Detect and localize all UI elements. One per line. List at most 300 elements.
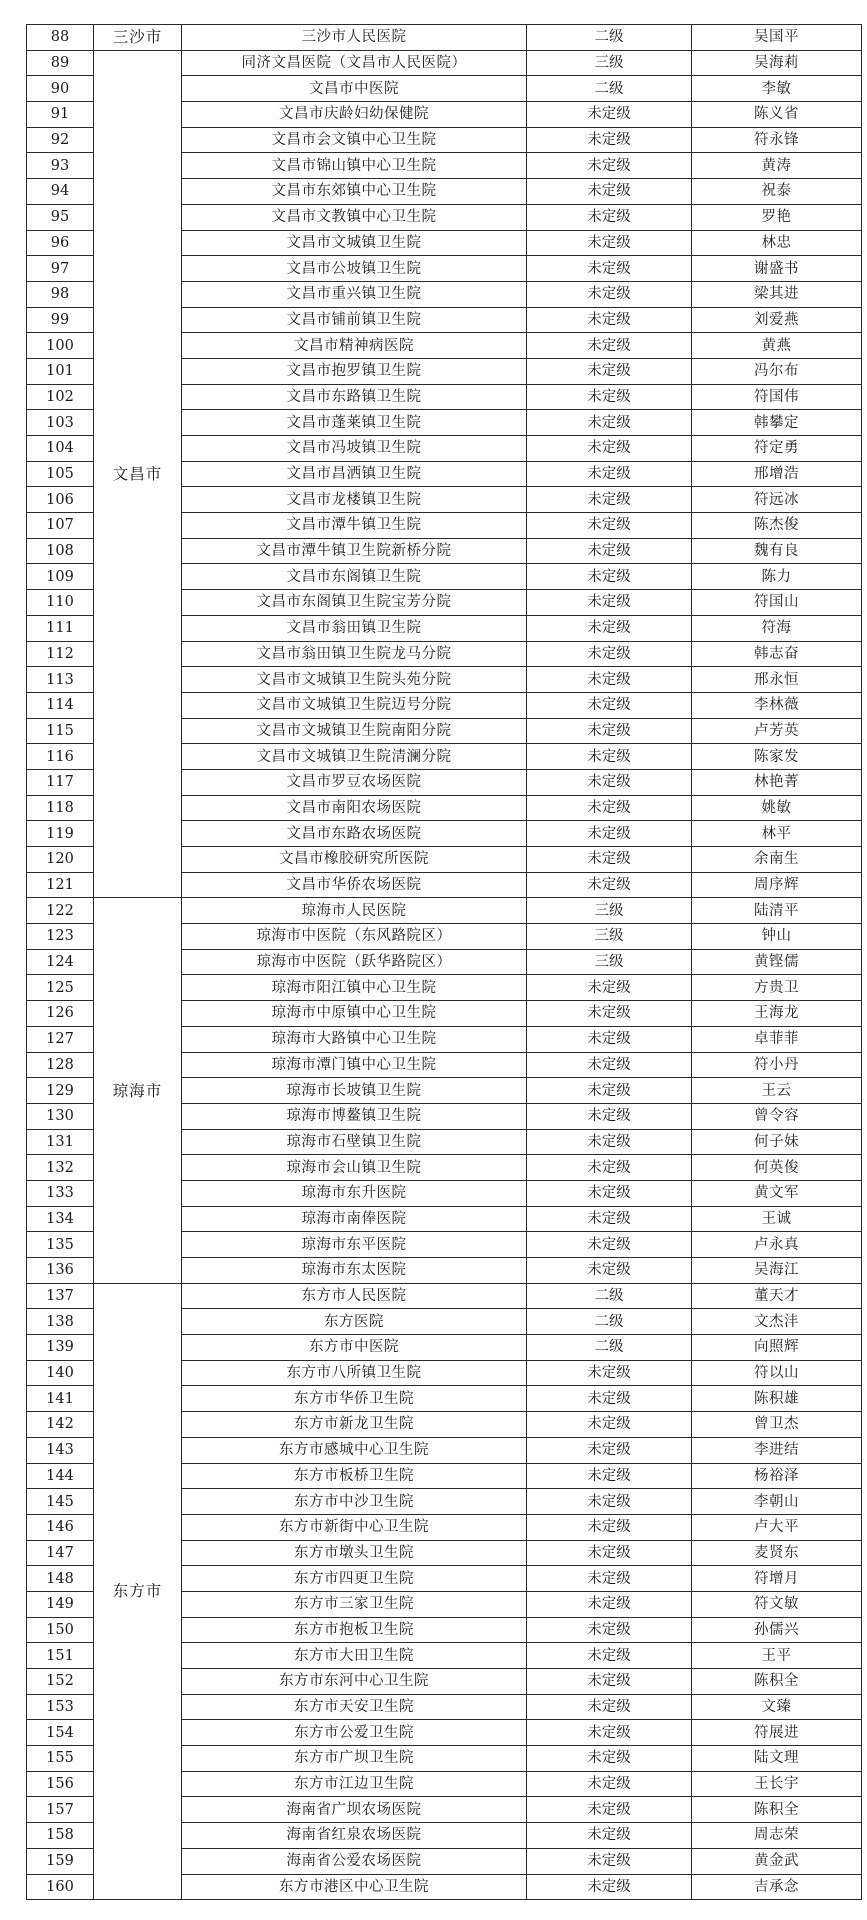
contact-person: 韩攀定 (692, 410, 862, 436)
contact-person: 卓菲菲 (692, 1026, 862, 1052)
hospital-grade: 未定级 (527, 358, 692, 384)
contact-person: 符海 (692, 615, 862, 641)
hospital-grade: 未定级 (527, 1026, 692, 1052)
hospital-grade: 未定级 (527, 1694, 692, 1720)
hospital-name: 文昌市昌洒镇卫生院 (182, 461, 527, 487)
row-number: 89 (27, 50, 94, 76)
row-number: 154 (27, 1720, 94, 1746)
row-number: 97 (27, 256, 94, 282)
row-number: 137 (27, 1283, 94, 1309)
contact-person: 陈力 (692, 564, 862, 590)
row-number: 155 (27, 1746, 94, 1772)
contact-person: 冯尔布 (692, 358, 862, 384)
hospital-grade: 未定级 (527, 1129, 692, 1155)
contact-person: 黄涛 (692, 153, 862, 179)
hospital-name: 海南省红泉农场医院 (182, 1823, 527, 1849)
row-number: 94 (27, 179, 94, 205)
contact-person: 周志荣 (692, 1823, 862, 1849)
hospital-grade: 未定级 (527, 872, 692, 898)
row-number: 143 (27, 1437, 94, 1463)
contact-person: 董天才 (692, 1283, 862, 1309)
contact-person: 文臻 (692, 1694, 862, 1720)
hospital-grade: 未定级 (527, 1180, 692, 1206)
hospital-grade: 未定级 (527, 1540, 692, 1566)
contact-person: 李林薇 (692, 692, 862, 718)
contact-person: 方贵卫 (692, 975, 862, 1001)
hospital-name: 琼海市阳江镇中心卫生院 (182, 975, 527, 1001)
contact-person: 林平 (692, 821, 862, 847)
hospital-grade: 未定级 (527, 1463, 692, 1489)
hospital-name: 文昌市橡胶研究所医院 (182, 847, 527, 873)
contact-person: 陈义省 (692, 102, 862, 128)
contact-person: 孙儒兴 (692, 1617, 862, 1643)
hospital-grade: 未定级 (527, 487, 692, 513)
row-number: 124 (27, 949, 94, 975)
hospital-name: 文昌市会文镇中心卫生院 (182, 127, 527, 153)
contact-person: 符小丹 (692, 1052, 862, 1078)
row-number: 113 (27, 667, 94, 693)
row-number: 115 (27, 718, 94, 744)
hospital-name: 东方市四更卫生院 (182, 1566, 527, 1592)
row-number: 134 (27, 1206, 94, 1232)
hospital-grade: 二级 (527, 1283, 692, 1309)
hospital-name: 文昌市潭牛镇卫生院新桥分院 (182, 538, 527, 564)
row-number: 135 (27, 1232, 94, 1258)
row-number: 91 (27, 102, 94, 128)
row-number: 96 (27, 230, 94, 256)
contact-person: 吴海江 (692, 1258, 862, 1284)
row-number: 159 (27, 1848, 94, 1874)
row-number: 141 (27, 1386, 94, 1412)
hospital-name: 三沙市人民医院 (182, 25, 527, 51)
hospital-name: 东方市江边卫生院 (182, 1771, 527, 1797)
contact-person: 邢增浩 (692, 461, 862, 487)
contact-person: 黄文军 (692, 1180, 862, 1206)
row-number: 140 (27, 1360, 94, 1386)
hospital-grade: 未定级 (527, 102, 692, 128)
hospital-grade: 未定级 (527, 461, 692, 487)
hospital-grade: 未定级 (527, 179, 692, 205)
table-row (27, 50, 862, 76)
hospital-grade: 未定级 (527, 153, 692, 179)
row-number: 110 (27, 590, 94, 616)
hospital-name: 文昌市庆龄妇幼保健院 (182, 102, 527, 128)
hospital-name: 文昌市潭牛镇卫生院 (182, 513, 527, 539)
row-number: 130 (27, 1103, 94, 1129)
hospital-name: 文昌市冯坡镇卫生院 (182, 436, 527, 462)
contact-person: 周序辉 (692, 872, 862, 898)
contact-person: 符国伟 (692, 384, 862, 410)
contact-person: 林忠 (692, 230, 862, 256)
hospital-name: 文昌市东阁镇卫生院 (182, 564, 527, 590)
hospital-name: 琼海市中原镇中心卫生院 (182, 1001, 527, 1027)
hospital-grade: 未定级 (527, 127, 692, 153)
contact-person: 余南生 (692, 847, 862, 873)
row-number: 93 (27, 153, 94, 179)
contact-person: 麦贤东 (692, 1540, 862, 1566)
row-number: 98 (27, 281, 94, 307)
row-number: 146 (27, 1514, 94, 1540)
hospital-name: 文昌市东阁镇卫生院宝芳分院 (182, 590, 527, 616)
hospital-name: 东方市新街中心卫生院 (182, 1514, 527, 1540)
row-number: 132 (27, 1155, 94, 1181)
hospital-name: 东方市新龙卫生院 (182, 1412, 527, 1438)
hospital-grade: 未定级 (527, 307, 692, 333)
contact-person: 何英俊 (692, 1155, 862, 1181)
hospital-grade: 未定级 (527, 230, 692, 256)
hospital-grade: 未定级 (527, 1874, 692, 1900)
hospital-name: 琼海市中医院（跃华路院区） (182, 949, 527, 975)
row-number: 116 (27, 744, 94, 770)
hospital-grade: 未定级 (527, 436, 692, 462)
contact-person: 刘爱燕 (692, 307, 862, 333)
hospital-grade: 未定级 (527, 1155, 692, 1181)
contact-person: 李进结 (692, 1437, 862, 1463)
row-number: 109 (27, 564, 94, 590)
row-number: 142 (27, 1412, 94, 1438)
contact-person: 符永锋 (692, 127, 862, 153)
row-number: 144 (27, 1463, 94, 1489)
contact-person: 李敏 (692, 76, 862, 102)
contact-person: 谢盛书 (692, 256, 862, 282)
row-number: 127 (27, 1026, 94, 1052)
hospital-name: 文昌市罗豆农场医院 (182, 769, 527, 795)
hospital-grade: 未定级 (527, 1103, 692, 1129)
contact-person: 姚敏 (692, 795, 862, 821)
hospital-name: 东方市广坝卫生院 (182, 1746, 527, 1772)
hospital-name: 东方市东河中心卫生院 (182, 1669, 527, 1695)
hospital-name: 文昌市抱罗镇卫生院 (182, 358, 527, 384)
hospital-name: 文昌市南阳农场医院 (182, 795, 527, 821)
row-number: 122 (27, 898, 94, 924)
table-row (27, 1283, 862, 1309)
hospital-name: 文昌市东路农场医院 (182, 821, 527, 847)
hospital-grade: 未定级 (527, 1206, 692, 1232)
row-number: 114 (27, 692, 94, 718)
hospital-grade: 未定级 (527, 384, 692, 410)
city-cell: 琼海市 (94, 898, 182, 1283)
hospital-name: 琼海市人民医院 (182, 898, 527, 924)
contact-person: 卢芳英 (692, 718, 862, 744)
row-number: 95 (27, 204, 94, 230)
contact-person: 卢永真 (692, 1232, 862, 1258)
contact-person: 杨裕泽 (692, 1463, 862, 1489)
hospital-name: 文昌市精神病医院 (182, 333, 527, 359)
hospital-grade: 未定级 (527, 1360, 692, 1386)
hospital-grade: 未定级 (527, 667, 692, 693)
row-number: 104 (27, 436, 94, 462)
hospital-name: 文昌市华侨农场医院 (182, 872, 527, 898)
row-number: 121 (27, 872, 94, 898)
hospital-grade: 未定级 (527, 1797, 692, 1823)
hospital-name: 文昌市蓬莱镇卫生院 (182, 410, 527, 436)
contact-person: 黄金武 (692, 1848, 862, 1874)
hospital-grade: 未定级 (527, 590, 692, 616)
hospital-name: 琼海市中医院（东风路院区） (182, 924, 527, 950)
row-number: 147 (27, 1540, 94, 1566)
hospital-grade: 未定级 (527, 1848, 692, 1874)
hospital-grade: 未定级 (527, 1591, 692, 1617)
hospital-grade: 未定级 (527, 513, 692, 539)
row-number: 99 (27, 307, 94, 333)
hospital-grade: 未定级 (527, 1617, 692, 1643)
row-number: 119 (27, 821, 94, 847)
hospital-name: 文昌市中医院 (182, 76, 527, 102)
hospital-name: 文昌市公坡镇卫生院 (182, 256, 527, 282)
row-number: 157 (27, 1797, 94, 1823)
hospital-grade: 二级 (527, 1309, 692, 1335)
hospital-grade: 未定级 (527, 281, 692, 307)
row-number: 148 (27, 1566, 94, 1592)
hospital-grade: 未定级 (527, 1823, 692, 1849)
row-number: 150 (27, 1617, 94, 1643)
contact-person: 符文敏 (692, 1591, 862, 1617)
contact-person: 李朝山 (692, 1489, 862, 1515)
row-number: 105 (27, 461, 94, 487)
hospital-name: 东方市板桥卫生院 (182, 1463, 527, 1489)
contact-person: 陈积雄 (692, 1386, 862, 1412)
contact-person: 黄燕 (692, 333, 862, 359)
row-number: 158 (27, 1823, 94, 1849)
hospital-name: 琼海市石壁镇卫生院 (182, 1129, 527, 1155)
hospital-grade: 三级 (527, 50, 692, 76)
hospital-grade: 未定级 (527, 1514, 692, 1540)
contact-person: 陈杰俊 (692, 513, 862, 539)
hospital-name: 东方市八所镇卫生院 (182, 1360, 527, 1386)
hospital-name: 琼海市大路镇中心卫生院 (182, 1026, 527, 1052)
contact-person: 文杰沣 (692, 1309, 862, 1335)
hospital-grade: 未定级 (527, 564, 692, 590)
hospital-name: 文昌市铺前镇卫生院 (182, 307, 527, 333)
hospital-name: 文昌市龙楼镇卫生院 (182, 487, 527, 513)
hospital-grade: 未定级 (527, 256, 692, 282)
hospital-name: 同济文昌医院（文昌市人民医院） (182, 50, 527, 76)
contact-person: 陈家发 (692, 744, 862, 770)
row-number: 149 (27, 1591, 94, 1617)
hospital-grade: 未定级 (527, 847, 692, 873)
row-number: 100 (27, 333, 94, 359)
hospital-name: 东方市天安卫生院 (182, 1694, 527, 1720)
hospital-grade: 未定级 (527, 615, 692, 641)
contact-person: 王海龙 (692, 1001, 862, 1027)
row-number: 128 (27, 1052, 94, 1078)
row-number: 131 (27, 1129, 94, 1155)
hospital-name: 东方市三家卫生院 (182, 1591, 527, 1617)
hospital-name: 东方市人民医院 (182, 1283, 527, 1309)
hospital-name: 文昌市锦山镇中心卫生院 (182, 153, 527, 179)
row-number: 111 (27, 615, 94, 641)
contact-person: 卢大平 (692, 1514, 862, 1540)
hospital-grade: 未定级 (527, 795, 692, 821)
hospital-name: 东方市中医院 (182, 1335, 527, 1361)
hospital-grade: 未定级 (527, 769, 692, 795)
hospital-grade: 未定级 (527, 641, 692, 667)
row-number: 108 (27, 538, 94, 564)
row-number: 118 (27, 795, 94, 821)
hospital-name: 海南省公爱农场医院 (182, 1848, 527, 1874)
contact-person: 吉承念 (692, 1874, 862, 1900)
row-number: 153 (27, 1694, 94, 1720)
hospital-name: 文昌市重兴镇卫生院 (182, 281, 527, 307)
contact-person: 王长宇 (692, 1771, 862, 1797)
hospital-name: 琼海市南俸医院 (182, 1206, 527, 1232)
contact-person: 梁其进 (692, 281, 862, 307)
row-number: 126 (27, 1001, 94, 1027)
contact-person: 何子妹 (692, 1129, 862, 1155)
hospital-name: 东方市公爱卫生院 (182, 1720, 527, 1746)
row-number: 112 (27, 641, 94, 667)
contact-person: 黄铿儒 (692, 949, 862, 975)
hospital-grade: 二级 (527, 1335, 692, 1361)
row-number: 103 (27, 410, 94, 436)
row-number: 107 (27, 513, 94, 539)
contact-person: 王平 (692, 1643, 862, 1669)
contact-person: 向照辉 (692, 1335, 862, 1361)
hospital-grade: 未定级 (527, 1437, 692, 1463)
hospital-grade: 未定级 (527, 975, 692, 1001)
contact-person: 陆清平 (692, 898, 862, 924)
row-number: 156 (27, 1771, 94, 1797)
row-number: 106 (27, 487, 94, 513)
row-number: 152 (27, 1669, 94, 1695)
hospital-name: 琼海市博鳌镇卫生院 (182, 1103, 527, 1129)
hospital-name: 琼海市潭门镇中心卫生院 (182, 1052, 527, 1078)
contact-person: 符增月 (692, 1566, 862, 1592)
hospital-name: 文昌市文城镇卫生院清澜分院 (182, 744, 527, 770)
contact-person: 符定勇 (692, 436, 862, 462)
row-number: 123 (27, 924, 94, 950)
row-number: 101 (27, 358, 94, 384)
contact-person: 王诚 (692, 1206, 862, 1232)
hospital-grade: 未定级 (527, 1669, 692, 1695)
contact-person: 祝泰 (692, 179, 862, 205)
hospital-name: 东方市港区中心卫生院 (182, 1874, 527, 1900)
hospital-name: 文昌市文教镇中心卫生院 (182, 204, 527, 230)
row-number: 117 (27, 769, 94, 795)
row-number: 136 (27, 1258, 94, 1284)
hospital-name: 东方市华侨卫生院 (182, 1386, 527, 1412)
hospital-grade: 未定级 (527, 410, 692, 436)
contact-person: 邢永恒 (692, 667, 862, 693)
hospital-grade: 二级 (527, 76, 692, 102)
hospital-grade: 未定级 (527, 1052, 692, 1078)
city-cell: 东方市 (94, 1283, 182, 1900)
hospital-grade: 三级 (527, 949, 692, 975)
row-number: 129 (27, 1078, 94, 1104)
contact-person: 王云 (692, 1078, 862, 1104)
hospital-grade: 未定级 (527, 1489, 692, 1515)
contact-person: 符以山 (692, 1360, 862, 1386)
row-number: 151 (27, 1643, 94, 1669)
hospital-grade: 未定级 (527, 1566, 692, 1592)
contact-person: 符展进 (692, 1720, 862, 1746)
hospital-grade: 未定级 (527, 204, 692, 230)
hospital-grade: 未定级 (527, 692, 692, 718)
hospital-name: 琼海市会山镇卫生院 (182, 1155, 527, 1181)
row-number: 133 (27, 1180, 94, 1206)
hospital-grade: 未定级 (527, 538, 692, 564)
contact-person: 陈积全 (692, 1669, 862, 1695)
hospital-name: 文昌市东路镇卫生院 (182, 384, 527, 410)
row-number: 88 (27, 25, 94, 51)
hospital-name: 东方市感城中心卫生院 (182, 1437, 527, 1463)
contact-person: 罗艳 (692, 204, 862, 230)
contact-person: 吴国平 (692, 25, 862, 51)
hospital-name: 海南省广坝农场医院 (182, 1797, 527, 1823)
hospital-grade: 未定级 (527, 718, 692, 744)
hospital-name: 文昌市翁田镇卫生院 (182, 615, 527, 641)
hospital-table (26, 24, 862, 1900)
table-row (27, 898, 862, 924)
hospital-grade: 未定级 (527, 1078, 692, 1104)
contact-person: 韩志奋 (692, 641, 862, 667)
row-number: 90 (27, 76, 94, 102)
contact-person: 曾令容 (692, 1103, 862, 1129)
row-number: 139 (27, 1335, 94, 1361)
hospital-name: 东方市墩头卫生院 (182, 1540, 527, 1566)
city-cell: 文昌市 (94, 50, 182, 898)
hospital-name: 东方市中沙卫生院 (182, 1489, 527, 1515)
hospital-name: 文昌市翁田镇卫生院龙马分院 (182, 641, 527, 667)
table-body (27, 25, 862, 1900)
city-cell: 三沙市 (94, 25, 182, 51)
contact-person: 符远冰 (692, 487, 862, 513)
contact-person: 林艳菁 (692, 769, 862, 795)
hospital-name: 文昌市文城镇卫生院迈号分院 (182, 692, 527, 718)
row-number: 92 (27, 127, 94, 153)
contact-person: 陆文理 (692, 1746, 862, 1772)
hospital-name: 文昌市文城镇卫生院 (182, 230, 527, 256)
hospital-name: 文昌市东郊镇中心卫生院 (182, 179, 527, 205)
contact-person: 吴海莉 (692, 50, 862, 76)
table-row (27, 25, 862, 51)
hospital-name: 东方市大田卫生院 (182, 1643, 527, 1669)
contact-person: 钟山 (692, 924, 862, 950)
row-number: 120 (27, 847, 94, 873)
row-number: 125 (27, 975, 94, 1001)
hospital-grade: 二级 (527, 25, 692, 51)
hospital-grade: 未定级 (527, 1746, 692, 1772)
hospital-grade: 未定级 (527, 1643, 692, 1669)
row-number: 160 (27, 1874, 94, 1900)
row-number: 138 (27, 1309, 94, 1335)
hospital-grade: 未定级 (527, 1258, 692, 1284)
hospital-grade: 未定级 (527, 744, 692, 770)
hospital-grade: 未定级 (527, 1771, 692, 1797)
hospital-grade: 未定级 (527, 1001, 692, 1027)
hospital-grade: 未定级 (527, 1386, 692, 1412)
hospital-name: 东方市抱板卫生院 (182, 1617, 527, 1643)
contact-person: 陈积全 (692, 1797, 862, 1823)
hospital-name: 文昌市文城镇卫生院头苑分院 (182, 667, 527, 693)
hospital-name: 琼海市东升医院 (182, 1180, 527, 1206)
hospital-grade: 三级 (527, 898, 692, 924)
hospital-grade: 未定级 (527, 1412, 692, 1438)
hospital-name: 东方医院 (182, 1309, 527, 1335)
hospital-grade: 未定级 (527, 1232, 692, 1258)
row-number: 145 (27, 1489, 94, 1515)
hospital-name: 文昌市文城镇卫生院南阳分院 (182, 718, 527, 744)
hospital-grade: 未定级 (527, 1720, 692, 1746)
hospital-name: 琼海市东平医院 (182, 1232, 527, 1258)
hospital-grade: 未定级 (527, 333, 692, 359)
row-number: 102 (27, 384, 94, 410)
hospital-grade: 三级 (527, 924, 692, 950)
hospital-grade: 未定级 (527, 821, 692, 847)
contact-person: 符国山 (692, 590, 862, 616)
hospital-name: 琼海市东太医院 (182, 1258, 527, 1284)
contact-person: 魏有良 (692, 538, 862, 564)
